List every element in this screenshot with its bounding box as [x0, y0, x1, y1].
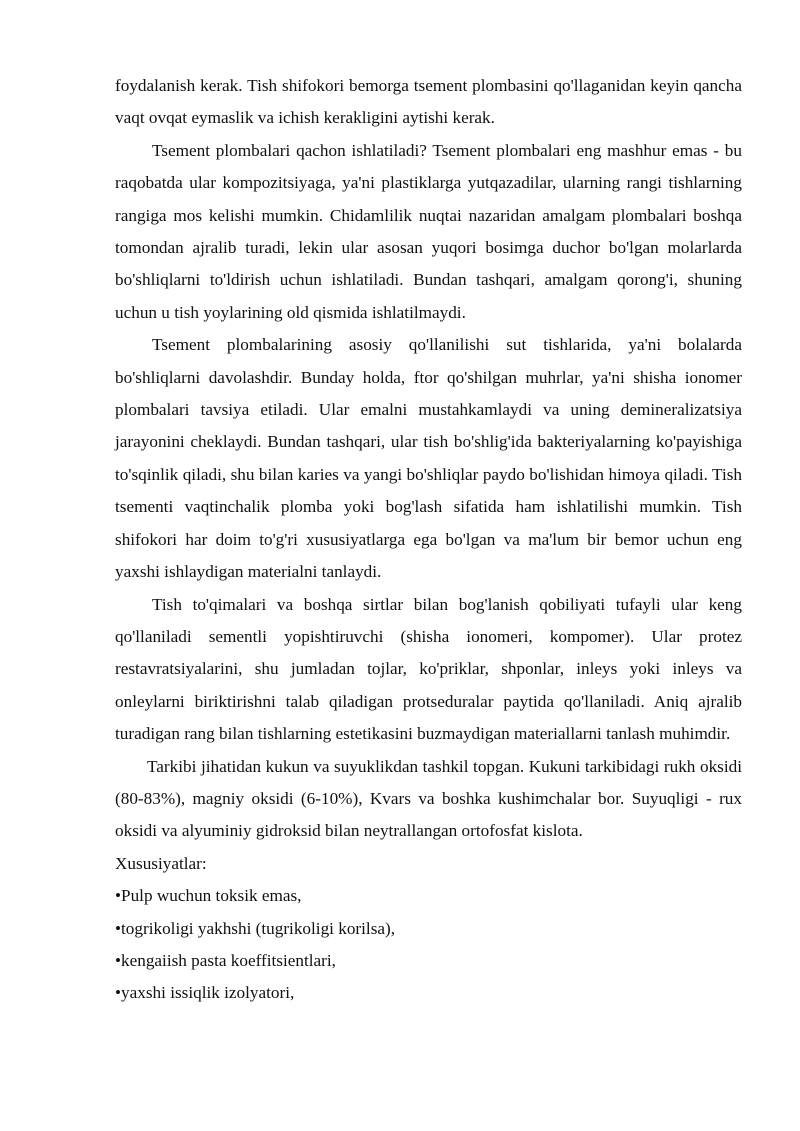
document-page — [115, 70, 742, 1010]
paragraph-main-application: Tsement plombalarining asosiy qo'llanilishi sut tishlarida, ya'ni bolalarda bo'shliqlarni davolashdir. Bunday holda, ftor qo'shilgan muhrlar, ya'ni shisha ionomer plombalari tavsiya etiladi. Ular emalni mustahkamlaydi va uning demineralizatsiya jarayonini cheklaydi. Bundan tashqari, ular tish bo'shlig'ida bakteriyalarning ko'payishiga to'sqinlik qiladi, shu bilan karies va yangi bo'shliqlar paydo bo'lishidan himoya qiladi. Tish tsementi vaqtinchalik plomba yoki bog'lash sifatida ham ishlatilishi mumkin. Tish shifokori har doim to'g'ri xususiyatlarga ega bo'lgan va ma'lum bir bemor uchun eng yaxshi ishlaydigan materialni tanlaydi. — [115, 335, 742, 582]
properties-heading: Xususiyatlar: — [115, 853, 207, 873]
bullet-item: •yaxshi issiqlik izolyatori, — [115, 983, 295, 1003]
paragraph-adhesive: Tish to'qimalari va boshqa sirtlar bilan bog'lanish qobiliyati tufayli ular keng qo'llaniladi sementli yopishtiruvchi (shisha ionomeri, kompomer). Ular protez restavratsiyalarini, shu jumladan tojlar, ko'priklar, shponlar, inleys yoki inleys va onleylarni biriktirishni talab qiladigan protseduralar paytida qo'llaniladi. Aniq ajralib turadigan rang bilan tishlarning estetikasini buzmaydigan materiallarni tanlash muhimdir. — [115, 594, 742, 744]
paragraph-continuation: foydalanish kerak. Tish shifokori bemorga tsement plombasini qo'llaganidan keyin qancha vaqt ovqat eymaslik va ichish kerakligini aytishi kerak. — [115, 76, 742, 128]
bullet-item: •togrikoligi yakhshi (tugrikoligi korilsa), — [115, 918, 396, 938]
paragraph-cement-usage: Tsement plombalari qachon ishlatiladi? Tsement plombalari eng mashhur emas - bu raqobatda ular kompozitsiyaga, ya'ni plastiklarga yutqazadilar, ularning rangi tishlarning rangiga mos kelishi mumkin. Chidamlilik nuqtai nazaridan amalgam plombalari boshqa tomondan ajralib turadi, lekin ular asosan yuqori bosimga duchor bo'lgan molarlarda bo'shliqlarni to'ldirish uchun ishlatiladi. Bundan tashqari, amalgam qorong'i, shuning uchun u tish yoylarining old qismida ishlatilmaydi. — [115, 140, 742, 322]
bullet-item: •kengaiish pasta koeffitsientlari, — [115, 950, 336, 970]
paragraph-composition: Tarkibi jihatidan kukun va suyuklikdan tashkil topgan. Kukuni tarkibidagi rukh oksidi (80-83%), magniy oksidi (6-10%), Kvars va boshka kushimchalar bor. Suyuqligi - rux oksidi va alyuminiy gidroksid bilan neytrallangan ortofosfat kislota. — [115, 756, 742, 841]
bullet-item: •Pulp wuchun toksik emas, — [115, 886, 302, 906]
